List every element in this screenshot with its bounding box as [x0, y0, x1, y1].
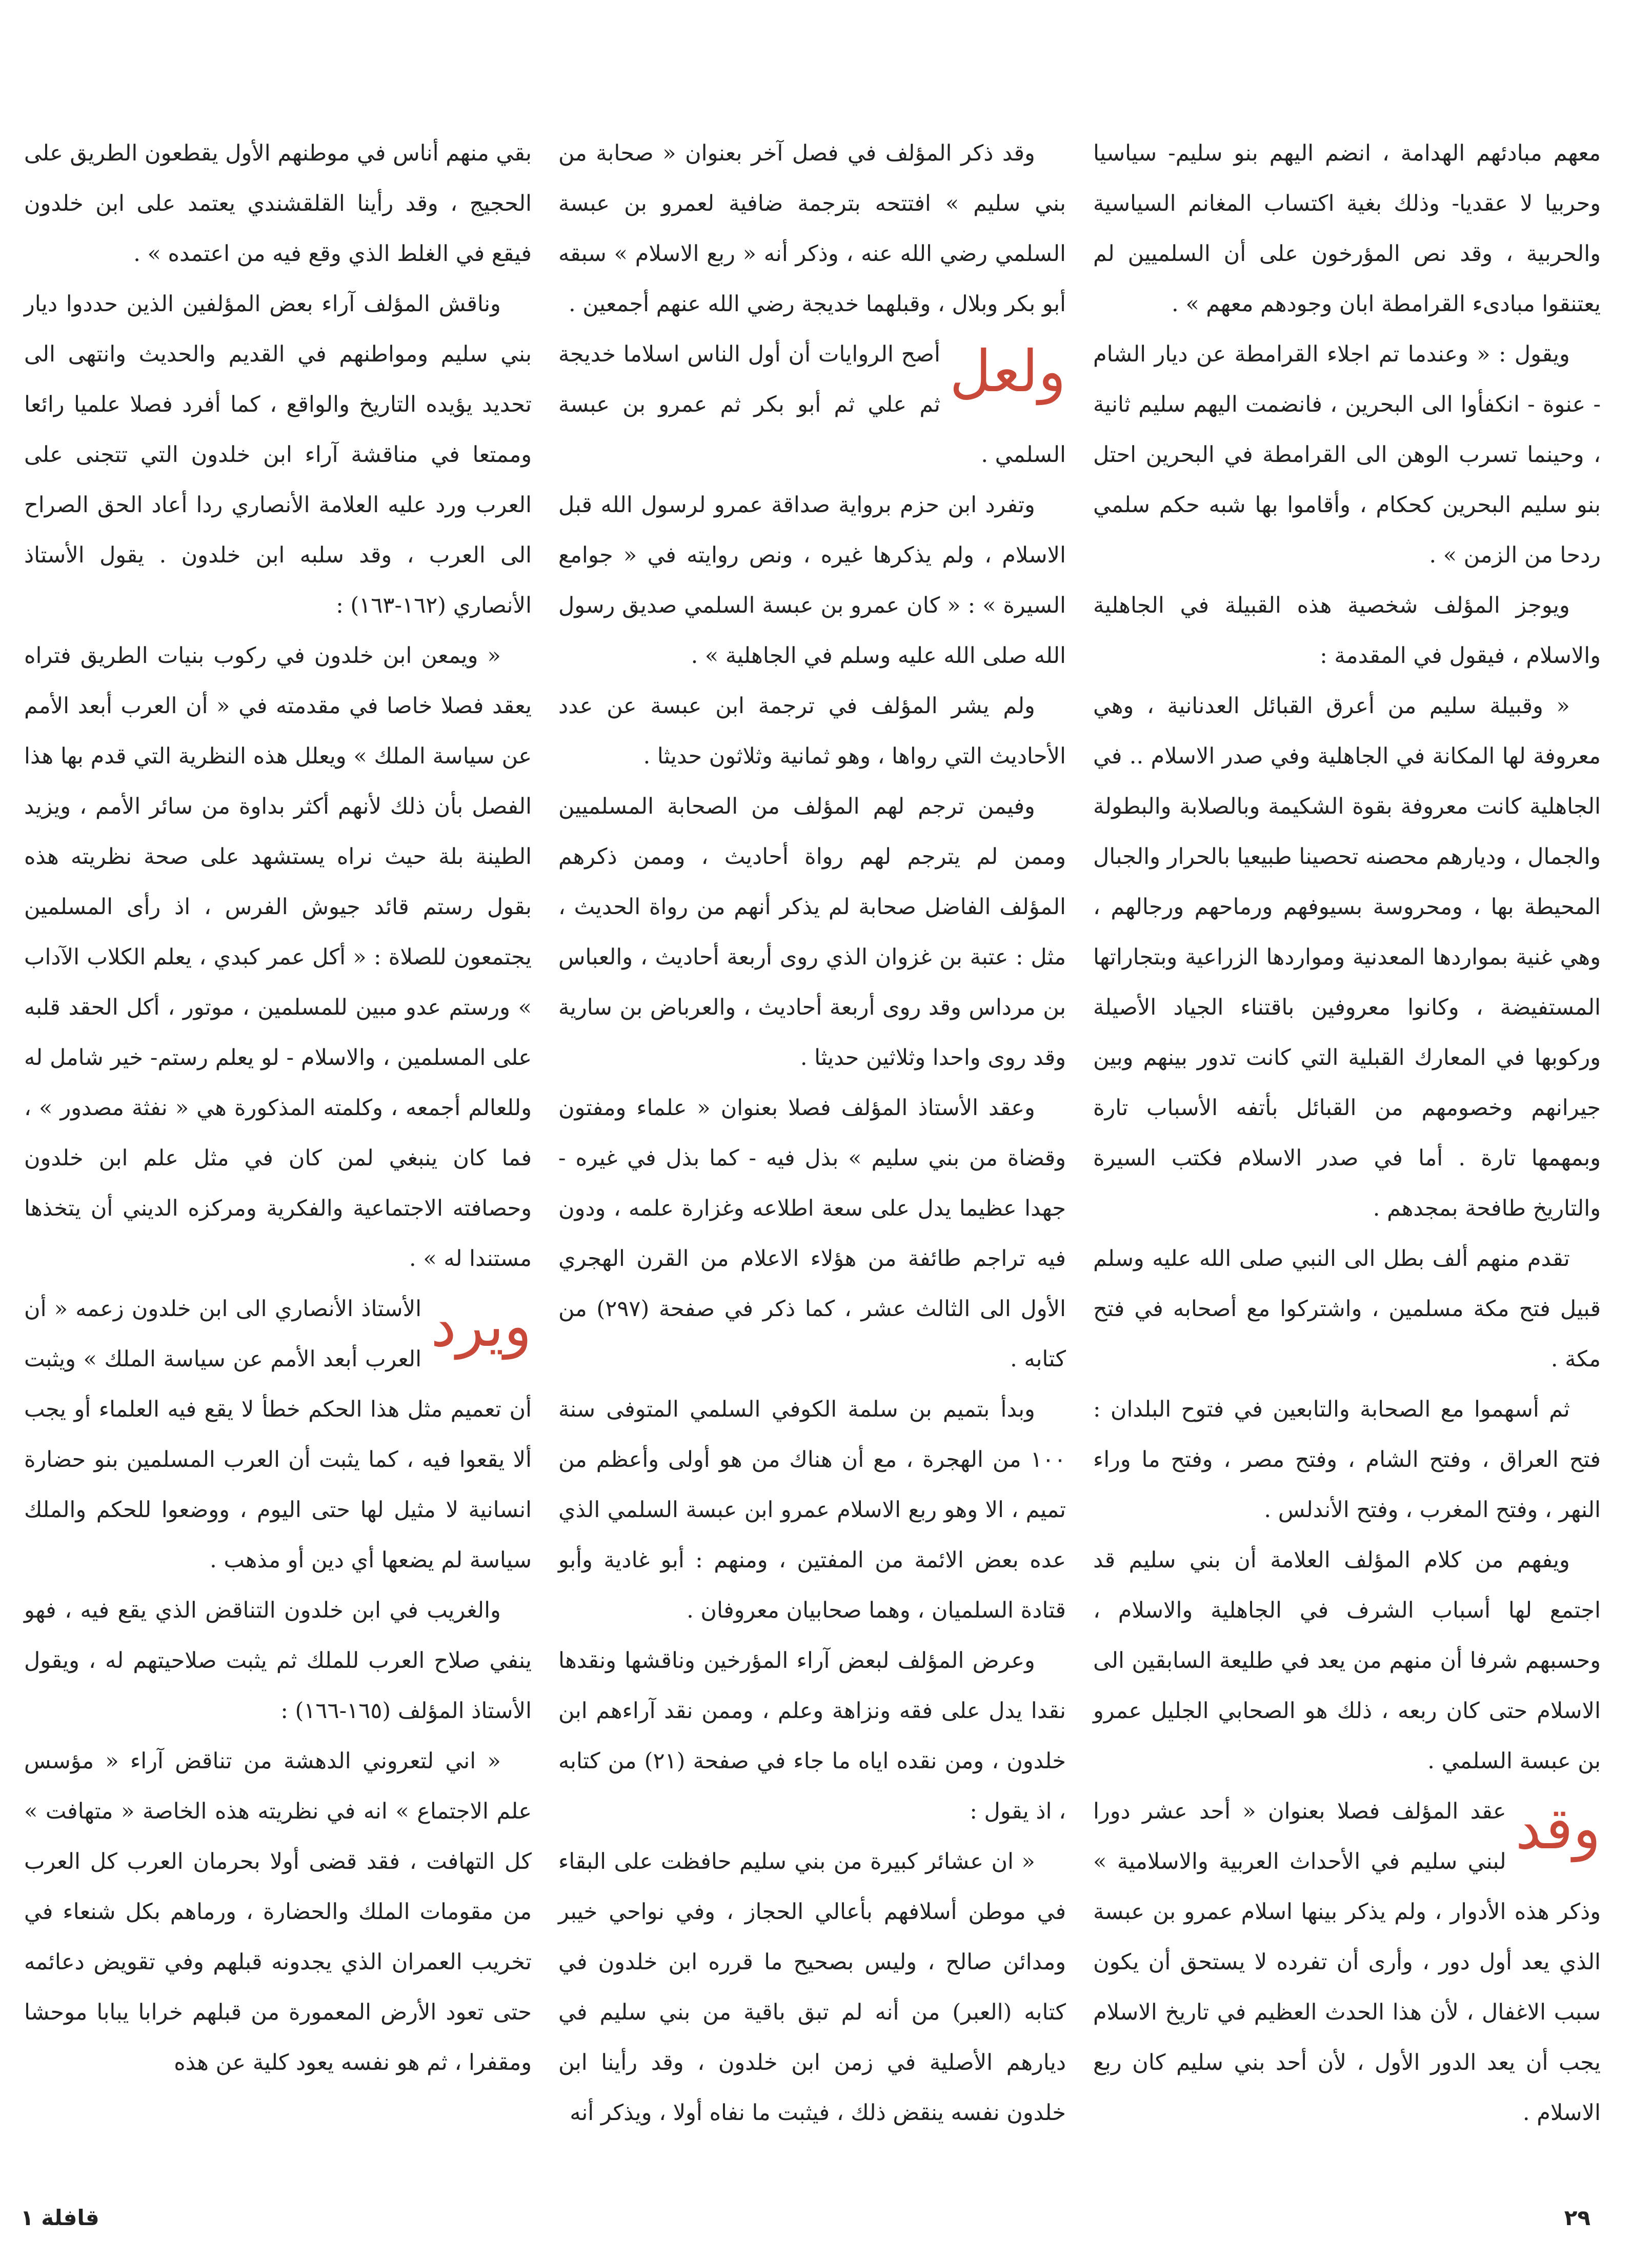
magazine-name: قافلة ١ — [21, 2205, 99, 2230]
paragraph: ويقول : « وعندما تم اجلاء القرامطة عن ديار الشام - عنوة - انكفأوا الى البحرين ، فانضمت اليهم سليم ثانية ، وحينما تسرب الوهن الى القرامطة في البحرين احتل بنو سليم البحرين كحكام ، وأقاموا بها شبه حكم سلمي ردحا من الزمن » . — [1093, 341, 1601, 568]
paragraph: وناقش المؤلف آراء بعض المؤلفين الذين حددوا ديار بني سليم ومواطنهم في القديم والحديث وانتهى الى تحديد يؤيده التاريخ والواقع ، كما أفرد فصلا علميا رائعا وممتعا في مناقشة آراء ابن خلدون التي تتجنى على العرب ورد عليه العلامة الأنصاري ردا أعاد الحق الصراح الى العرب ، وقد سلبه ابن خلدون . يقول الأستاذ الأنصاري (١٦٢-١٦٣) : — [24, 291, 532, 618]
paragraph-text: عقد المؤلف فصلا بعنوان « أحد عشر دورا لبني سليم في الأحداث العربية والاسلامية » وذكر هذه الأدوار ، ولم يذكر بينها اسلام عمرو بن عبسة الذي يعد أول دور ، وأرى أن تفرده لا يستحق أن يكون سبب الاغفال ، لأن هذا الحدث العظيم في تاريخ الاسلام يجب أن يعد الدور الأول ، لأن أحد بني سليم كان ربع الاسلام . — [1093, 1799, 1601, 2126]
paragraph-with-dropcap — [1093, 1786, 1601, 2138]
paragraph: بقي منهم أناس في موطنهم الأول يقطعون الطريق على الحجيج ، وقد رأينا القلقشندي يعتمد على ابن خلدون فيقع في الغلط الذي وقع فيه من اعتمده » . — [24, 140, 532, 267]
paragraph: وتفرد ابن حزم برواية صداقة عمرو لرسول الله قبل الاسلام ، ولم يذكرها غيره ، ونص روايته في « جوامع السيرة » : « كان عمرو بن عبسة السلمي صديق رسول الله صلى الله عليه وسلم في الجاهلية » . — [558, 492, 1066, 669]
dropcap-word: ولعل — [949, 338, 1066, 405]
paragraph: ويوجز المؤلف شخصية هذه القبيلة في الجاهلية والاسلام ، فيقول في المقدمة : — [1093, 593, 1601, 669]
paragraph: تقدم منهم ألف بطل الى النبي صلى الله عليه وسلم قبيل فتح مكة مسلمين ، واشتركوا مع أصحابه في فتح مكة . — [1093, 1246, 1601, 1372]
paragraph: وعقد الأستاذ المؤلف فصلا بعنوان « علماء ومفتون وقضاة من بني سليم » بذل فيه - كما بذل في غيره - جهدا عظيما يدل على سعة اطلاعه وغزارة علمه ، ودون فيه تراجم طائفة من هؤلاء الاعلام من القرن الهجري الأول الى الثالث عشر ، كما ذكر في صفحة (٢٩٧) من كتابه . — [558, 1095, 1066, 1372]
paragraph-with-dropcap — [24, 1284, 532, 1585]
paragraph: « اني لتعروني الدهشة من تناقض آراء « مؤسس علم الاجتماع » انه في نظريته هذه الخاصة « متهافت » كل التهافت ، فقد قضى أولا بحرمان العرب كل العرب من مقومات الملك والحضارة ، ورماهم بكل شنعاء في تخريب العمران الذي يجدونه قبلهم وفي تقويض دعائمه حتى تعود الأرض المعمورة من قبلهم خرابا يبابا موحشا ومقفرا ، ثم هو نفسه يعود كلية عن هذه — [24, 1748, 532, 2075]
paragraph: ثم أسهموا مع الصحابة والتابعين في فتوح البلدان : فتح العراق ، وفتح الشام ، وفتح مصر ، وفتح ما وراء النهر ، وفتح المغرب ، وفتح الأندلس . — [1093, 1397, 1601, 1523]
dropcap-word: وقد — [1515, 1795, 1601, 1862]
paragraph: معهم مبادئهم الهدامة ، انضم اليهم بنو سليم- سياسيا وحربيا لا عقديا- وذلك بغية اكتساب المغانم السياسية والحربية ، وقد نص المؤرخون على أن السلميين لم يعتنقوا مبادىء القرامطة ابان وجودهم معهم » . — [1093, 140, 1601, 317]
paragraph: وعرض المؤلف لبعض آراء المؤرخين وناقشها ونقدها نقدا يدل على فقه ونزاهة وعلم ، وممن نقد آراءهم ابن خلدون ، ومن نقده اياه ما جاء في صفحة (٢١) من كتابه ، اذ يقول : — [558, 1648, 1066, 1824]
text-column-right — [1093, 128, 1601, 2138]
paragraph: « ويمعن ابن خلدون في ركوب بنيات الطريق فتراه يعقد فصلا خاصا في مقدمته في « أن العرب أبعد الأمم عن سياسة الملك » ويعلل هذه النظرية التي قدم بها هذا الفصل بأن ذلك لأنهم أكثر بداوة من سائر الأمم ، ويزيد الطينة بلة حيث نراه يستشهد على صحة نظريته هذه بقول رستم قائد جيوش الفرس ، اذ رأى المسلمين يجتمعون للصلاة : « أكل عمر كبدي ، يعلم الكلاب الآداب » ورستم عدو مبين للمسلمين ، موتور ، أكل الحقد قلبه على المسلمين ، والاسلام - لو يعلم رستم- خير شامل له وللعالم أجمعه ، وكلمته المذكورة هي « نفثة مصدور » ، فما كان ينبغي لمن كان في مثل علم ابن خلدون وحصافته الاجتماعية والفكرية ومركزه الديني أن يتخذها مستندا له » . — [24, 643, 532, 1271]
paragraph: وبدأ بتميم بن سلمة الكوفي السلمي المتوفى سنة ١٠٠ من الهجرة ، مع أن هناك من هو أولى وأعظم من تميم ، الا وهو ربع الاسلام عمرو ابن عبسة السلمي الذي عده بعض الائمة من المفتين ، ومنهم : أبو غادية وأبو قتادة السلميان ، وهما صحابيان معروفان . — [558, 1397, 1066, 1623]
paragraph-text: الأستاذ الأنصاري الى ابن خلدون زعمه « أن العرب أبعد الأمم عن سياسة الملك » ويثبت أن تعميم مثل هذا الحكم خطأ لا يقع فيه العلماء أو يجب ألا يقعوا فيه ، كما يثبت أن العرب المسلمين بنو حضارة انسانية لا مثيل لها حتى اليوم ، ووضعوا للحكم والملك سياسة لم يضعها أي دين أو مذهب . — [24, 1296, 532, 1573]
text-column-left — [24, 128, 532, 2088]
paragraph: وقد ذكر المؤلف في فصل آخر بعنوان « صحابة من بني سليم » افتتحه بترجمة ضافية لعمرو بن عبسة السلمي رضي الله عنه ، وذكر أنه « ربع الاسلام » سبقه أبو بكر وبلال ، وقبلهما خديجة رضي الله عنهم أجمعين . — [558, 140, 1066, 317]
paragraph: وفيمن ترجم لهم المؤلف من الصحابة المسلميين وممن لم يترجم لهم رواة أحاديث ، وممن ذكرهم المؤلف الفاضل صحابة لم يذكر أنهم من رواة الحديث ، مثل : عتبة بن غزوان الذي روى أربعة أحاديث ، والعباس بن مرداس وقد روى أربعة أحاديث ، والعرباض بن سارية وقد روى واحدا وثلاثين حديثا . — [558, 794, 1066, 1071]
dropcap-word: ويرد — [431, 1293, 532, 1360]
paragraph: ولم يشر المؤلف في ترجمة ابن عبسة عن عدد الأحاديث التي رواها ، وهو ثمانية وثلاثون حديثا . — [558, 693, 1066, 769]
paragraph-text: أصح الروايات أن أول الناس اسلاما خديجة ثم علي ثم أبو بكر ثم عمرو بن عبسة السلمي . — [558, 341, 1066, 468]
paragraph-with-dropcap — [558, 329, 1066, 480]
text-column-middle — [558, 128, 1066, 2138]
paragraph: « وقبيلة سليم من أعرق القبائل العدنانية ، وهي معروفة لها المكانة في الجاهلية وفي صدر الاسلام .. في الجاهلية كانت معروفة بقوة الشكيمة وبالصلابة والبطولة والجمال ، وديارهم محصنه تحصينا طبيعيا بالحرار والجبال المحيطة بها ، ومحروسة بسيوفهم ورماحهم ورجالهم ، وهي غنية بمواردها المعدنية ومواردها الزراعية وبتجاراتها المستفيضة ، وكانوا معروفين باقتناء الجياد الأصيلة وركوبها في المعارك القبلية التي كانت تدور بينهم وبين جيرانهم وخصومهم من القبائل بأتفه الأسباب تارة وبمهمها تارة . أما في صدر الاسلام فكتب السيرة والتاريخ طافحة بمجدهم . — [1093, 693, 1601, 1221]
paragraph: ويفهم من كلام المؤلف العلامة أن بني سليم قد اجتمع لها أسباب الشرف في الجاهلية والاسلام ، وحسبهم شرفا أن منهم من يعد في طليعة السابقين الى الاسلام حتى كان ربعه ، ذلك هو الصحابي الجليل عمرو بن عبسة السلمي . — [1093, 1547, 1601, 1774]
paragraph: والغريب في ابن خلدون التناقض الذي يقع فيه ، فهو ينفي صلاح العرب للملك ثم يثبت صلاحيتهم له ، ويقول الأستاذ المؤلف (١٦٥-١٦٦) : — [24, 1598, 532, 1724]
page-number: ٢٩ — [1564, 2205, 1590, 2230]
paragraph: « ان عشائر كبيرة من بني سليم حافظت على البقاء في موطن أسلافهم بأعالي الحجاز ، وفي نواحي خيبر ومدائن صالح ، وليس بصحيح ما قرره ابن خلدون في كتابه (العبر) من أنه لم تبق باقية من بني سليم في ديارهم الأصلية في زمن ابن خلدون ، وقد رأينا ابن خلدون نفسه ينقض ذلك ، فيثبت ما نفاه أولا ، ويذكر أنه — [558, 1849, 1066, 2126]
